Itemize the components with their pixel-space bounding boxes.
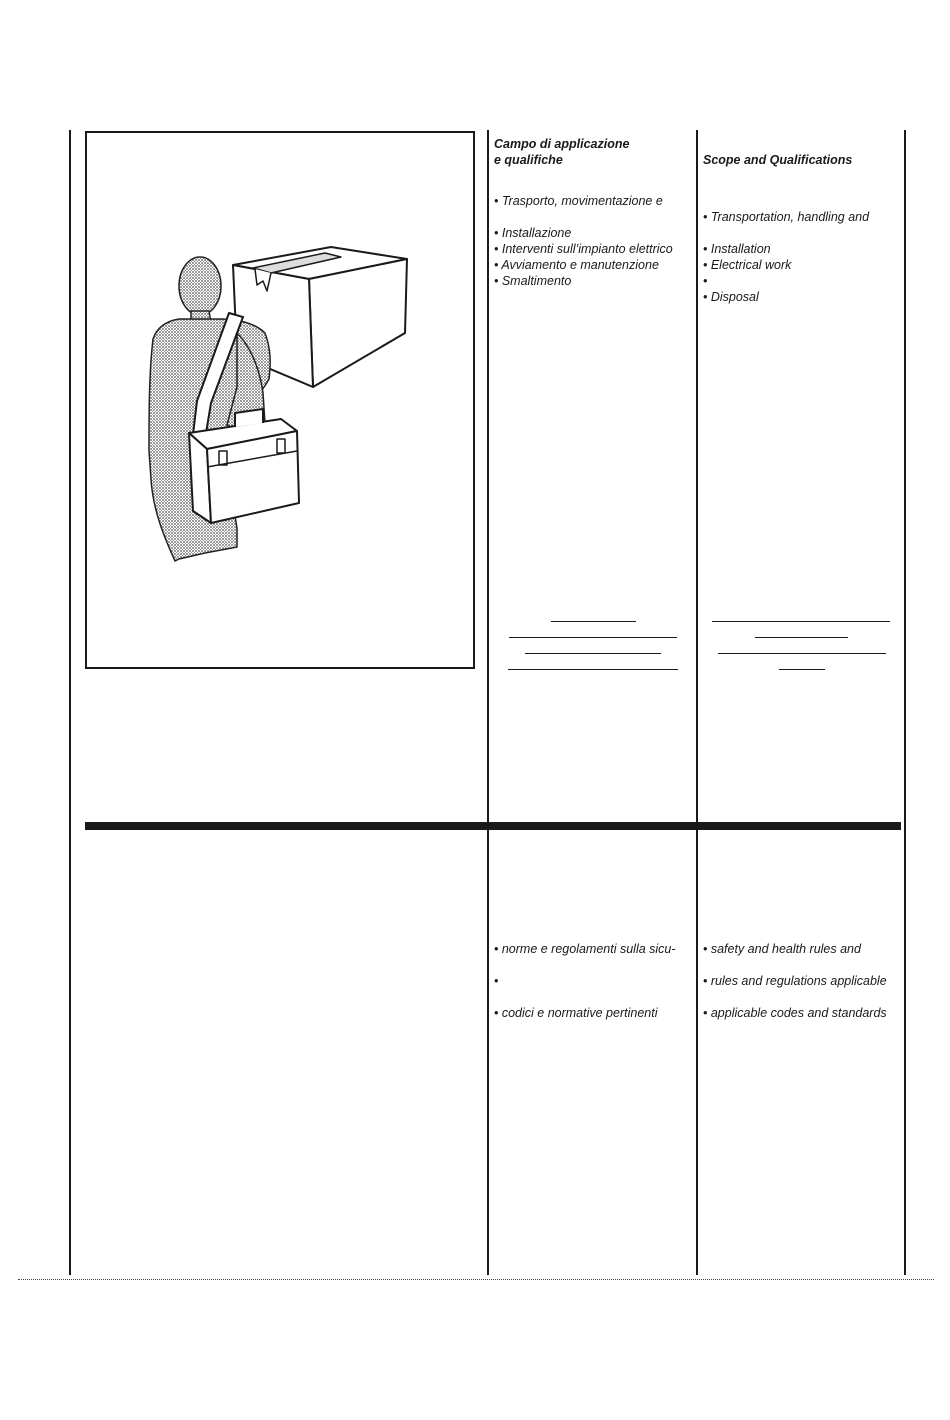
- illustration-frame: [85, 131, 475, 669]
- it-bullet: • Trasporto, movimentazione e: [494, 194, 663, 208]
- technician-illustration-icon: [87, 133, 473, 667]
- en-underline: [718, 653, 886, 654]
- it-bullet: • Interventi sull’impianto elettrico: [494, 242, 673, 256]
- left-column-rule: [69, 130, 71, 1275]
- en-heading: Scope and Qualifications: [703, 153, 853, 167]
- it-underline: [551, 621, 636, 622]
- it-rule-item: • codici e normative pertinenti: [494, 1006, 658, 1020]
- en-bullet: •: [703, 274, 708, 288]
- en-bullet: • Electrical work: [703, 258, 792, 272]
- it-underline: [509, 637, 677, 638]
- it-rule-item: • norme e regolamenti sulla sicu-: [494, 942, 676, 956]
- en-underline: [779, 669, 825, 670]
- en-underline: [712, 621, 890, 622]
- it-bullet: • Smaltimento: [494, 274, 572, 288]
- en-rule-item: • applicable codes and standards: [703, 1006, 887, 1020]
- it-rule-item: •: [494, 974, 499, 988]
- it-heading-line2: e qualifiche: [494, 153, 563, 167]
- it-heading-line1: Campo di applicazione: [494, 137, 630, 151]
- it-bullet: • Avviamento e manutenzione: [494, 258, 659, 272]
- page-cut-line: [18, 1279, 934, 1280]
- right-column-rule: [696, 130, 698, 1275]
- en-rule-item: • rules and regulations applicable: [703, 974, 887, 988]
- it-underline: [525, 653, 661, 654]
- en-underline: [755, 637, 848, 638]
- en-bullet: • Disposal: [703, 290, 759, 304]
- en-rule-item: • safety and health rules and: [703, 942, 861, 956]
- middle-column-rule: [487, 130, 489, 1275]
- en-bullet: • Transportation, handling and: [703, 210, 870, 224]
- en-bullet: • Installation: [703, 242, 771, 256]
- it-underline: [508, 669, 678, 670]
- it-bullet: • Installazione: [494, 226, 572, 240]
- section-divider-bar: [85, 822, 901, 830]
- outer-right-rule: [904, 130, 906, 1275]
